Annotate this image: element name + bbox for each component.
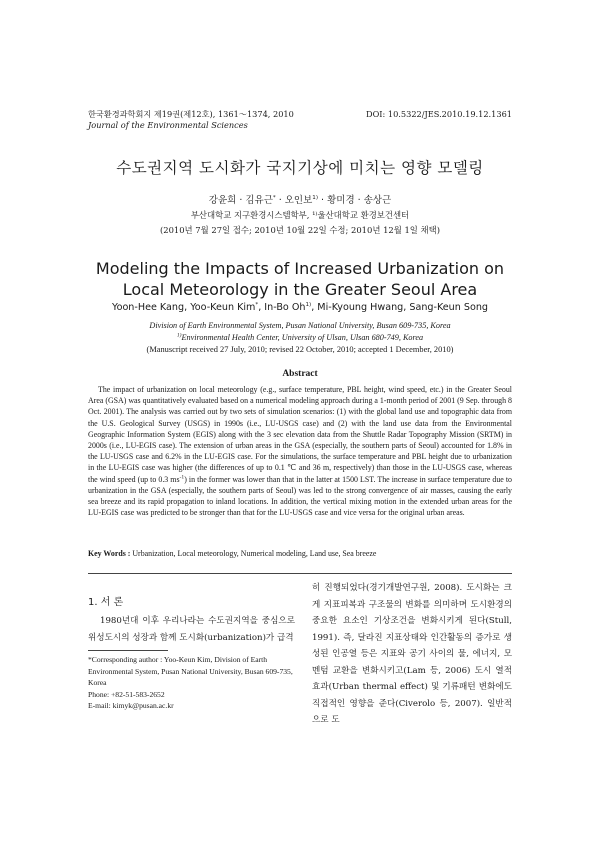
korean-affiliation: 부산대학교 지구환경시스템학부, ¹⁾울산대학교 환경보건센터 <box>190 210 410 220</box>
author-ko-5: 송상근 <box>363 195 392 206</box>
korean-title: 수도권지역 도시화가 국지기상에 미치는 영향 모델링 <box>116 159 484 177</box>
footnote-phone: Phone: +82-51-583-2652 <box>88 689 165 699</box>
korean-dates: (2010년 7월 27일 접수; 2010년 10월 22일 수정; 2010년 12월 1일 채택) <box>159 225 441 235</box>
english-dates: (Manuscript received 27 July, 2010; revised 22 October, 2010; accepted 1 December, 2010) <box>146 345 454 354</box>
korean-authors: 강윤희 · 김유근* · 오인보$^{1)}$ · 황미경 · 송상근 <box>208 194 392 206</box>
journal-ko: 한국환경과학회지 제19권(제12호), 1361～1374, 2010 <box>88 109 294 119</box>
author-ko-2: 김유근 <box>245 195 273 206</box>
abstract-heading: Abstract <box>282 369 318 379</box>
running-header-journal <box>88 109 348 131</box>
author-ko-4: 황미경 <box>327 195 355 206</box>
english-title: Modeling the Impacts of Increased Urbanization on Local Meteorology in the Greater Seoul Area <box>95 259 505 299</box>
author-ko-3: 오인보 <box>284 195 313 206</box>
footnote-divider <box>88 650 168 651</box>
affiliation-1: Division of Earth Environmental System, Pusan National University, Busan 609-735, Korea <box>149 321 451 330</box>
divider <box>88 573 512 574</box>
author-ko-1: 강윤희 <box>208 195 237 206</box>
affiliation-2: $^{1)}$Environmental Health Center, University of Ulsan, Ulsan 680-749, Korea <box>176 332 424 342</box>
footnote-author: *Corresponding author : Yoo-Keun Kim, Division of Earth Environmental System, Pusan National University, Busan 609-735, Korea <box>88 655 293 688</box>
abstract-body: The impact of urbanization on local meteorology (e.g., surface temperature, PBL height, wind speed, etc.) in the Greater Seoul Area (GSA) was quantitatively evaluated based on a numerical modeling approach during a 1-month period of 2001 (9 Sep. through 8 Oct. 2001). The analysis was carried out by two sets of simulation scenarios: (1) with the global land use and topographic data from the U.S. Geological Survey (USGS) in 1990s (i.e., LU-USGS case) and (2) with the land use data from the Environmental Geographic Information System (EGIS) along with the 3 sec elevation data from the Shuttle Radar Topography Mission (SRTM) in 2000s (i.e., LU-EGIS case). The extension of urban areas in the GSA (especially, the southern parts of Seoul) accounted for 1.8% in the LU-USGS case and 6.2% in the LU-EGIS case. For the simulations, the surface temperature and PBL height due to urbanization in the LU-EGIS case was higher (the differences of up to 0.1 ℃ and 36 m, respectively) than those in the LU-USGS case, whereas the wind speed (up to 0.3 $ms^{-1}$) in the former was lower than that in the latter at 1500 LST. The increase in surface temperature due to urbanization in the GSA (especially, the southern parts of Seoul) was led to the strong convergence of air masses, causing the early sea breeze and its rapid propagation to inland locations. In addition, the vertical mixing motion in the extended urban areas for the LU-EGIS case was predicted to be stronger than that for the LU-USGS case and vice versa for the original urban areas. <box>88 385 513 518</box>
doi: DOI: 10.5322/JES.2010.19.12.1361 <box>366 109 512 119</box>
intro-column-1: 1980년대 이후 우리나라는 수도권지역을 중심으로 위성도시의 성장과 함께 도시화(urbanization)가 급격 <box>88 616 295 643</box>
english-affiliation <box>0 320 600 344</box>
section-heading-intro: 1. 서 론 <box>88 597 124 608</box>
keywords-label: Key Words : <box>88 549 131 558</box>
footnote-email: E-mail: kimyk@pusan.ac.kr <box>88 701 174 711</box>
english-authors: Yoon-Hee Kang, Yoo-Keun Kim*, In-Bo Oh$^{1)}$, Mi-Kyoung Hwang, Sang-Keun Song <box>111 301 489 313</box>
keywords <box>88 549 512 558</box>
journal-en: Journal of the Environmental Sciences <box>88 120 248 130</box>
keywords-text: Urbanization, Local meteorology, Numerical modeling, Land use, Sea breeze <box>130 549 377 558</box>
corresponding-author-footnote <box>88 654 295 712</box>
intro-column-2: 히 진행되었다(경기개발연구원, 2008). 도시화는 크게 지표피복과 구조물의 변화를 의미하며 도시환경의 중요한 요소인 기상조건을 변화시키게 된다(Stull, 1991). 즉, 달라진 지표상태와 인간활동의 증가로 생성된 인공열 등은 지표와 공기 사이의 물, 에너지, 모멘텀 교환을 변화시키고(Lam 등, 2006) 도시 열적 효과(Urban thermal effect) 및 기류패턴 변화에도 직접적인 영향을 준다(Civerolo 등, 2007). 일반적으로 도 <box>312 583 512 725</box>
